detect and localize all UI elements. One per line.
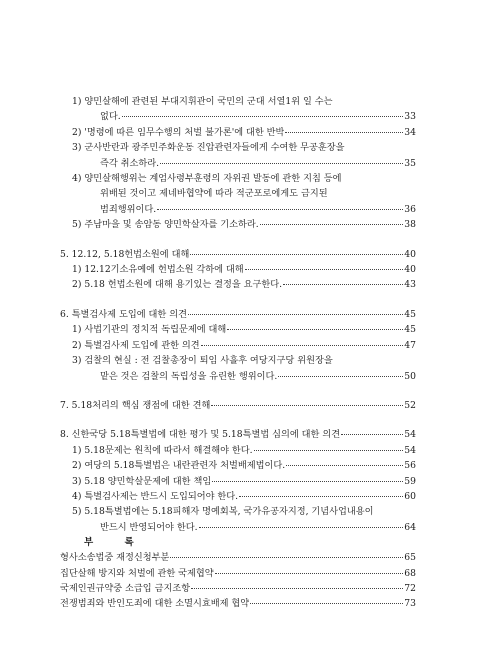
toc-entry-8-1: 1) 5.18문제는 원칙에 따라서 해결해야 한다. 54 (60, 443, 416, 458)
toc-entry-8-4: 4) 특별검사제는 반드시 도입되어야 한다. 60 (60, 489, 416, 504)
page-number: 50 (404, 370, 416, 382)
appendix-entry-3: 국제인권규약중 소급입 금지조항 72 (60, 581, 416, 596)
page-number: 40 (404, 248, 416, 260)
page-number: 40 (404, 264, 416, 276)
page-number: 72 (404, 582, 416, 594)
toc-entry-8-2: 2) 여당의 5.18특별법은 내란관련자 처벌배제법이다. 56 (60, 458, 416, 473)
page-number: 60 (404, 490, 416, 502)
page-number: 33 (404, 111, 416, 123)
page-number: 35 (404, 157, 416, 169)
page-number: 73 (404, 598, 416, 610)
appendix-entry-2: 집단살해 방지와 처벌에 관한 국제협약 68 (60, 566, 416, 581)
page-number: 43 (404, 279, 416, 291)
appendix-entry-1: 형사소송법중 재정신청부분 65 (60, 550, 416, 565)
page-number: 52 (404, 399, 416, 411)
toc-section-5: 5. 12.12, 5.18헌법소원에 대해 40 (60, 247, 416, 262)
appendix-title: 부 록 (84, 537, 148, 549)
toc-section-7: 7. 5.18처리의 핵심 쟁점에 대한 견해 52 (60, 398, 416, 413)
toc-entry-8-5: 5) 5.18특별법에는 5.18피해자 명예회복, 국가유공자지정, 기념사업내용이 반드시 반영되어야 한다. 64 (60, 504, 416, 535)
toc-entry-6-3: 3) 검찰의 현실 : 전 검찰총장이 퇴임 사흘후 여당지구당 위원장을 맡은 것은 검찰의 독립성을 유린한 행위이다. 50 (60, 353, 416, 384)
page-number: 34 (404, 126, 416, 138)
page-number: 68 (404, 567, 416, 579)
toc-entry-8-3: 3) 5.18 양민학살문제에 대한 책임 59 (60, 474, 416, 489)
toc-entry-3: 3) 군사반란과 광주민주화운동 진압관련자들에게 수여한 무공훈장을 즉각 취소하라. 35 (60, 140, 416, 171)
toc-entry-6-1: 1) 사법기관의 정치적 독립문제에 대해 45 (60, 322, 416, 337)
page-number: 38 (404, 219, 416, 231)
page-number: 65 (404, 552, 416, 564)
toc-entry-4: 4) 양민살해행위는 계엄사령부훈령의 자위권 발동에 관한 지침 등에 위배된 것이고 제네바협약에 따라 적군포로에게도 금지된 범죄행위이다. 36 (60, 171, 416, 217)
page-number: 54 (404, 444, 416, 456)
toc-entry-5-2: 2) 5.18 헌법소원에 대해 용기있는 결정을 요구한다. 43 (60, 277, 416, 292)
toc-section-6: 6. 특별검사제 도입에 대한 의견 45 (60, 307, 416, 322)
toc-section-8: 8. 신한국당 5.18특별법에 대한 평가 및 5.18특별법 심의에 대한 의견 54 (60, 427, 416, 442)
page-number: 59 (404, 475, 416, 487)
toc-entry-6-2: 2) 특별검사제 도입에 관한 의견 47 (60, 338, 416, 353)
page-number: 36 (404, 203, 416, 215)
toc-entry-5-1: 1) 12.12기소유예에 헌법소원 각하에 대해 40 (60, 262, 416, 277)
table-of-contents (60, 94, 416, 612)
page-number: 54 (404, 429, 416, 441)
page-number: 56 (404, 460, 416, 472)
page-number: 45 (404, 324, 416, 336)
toc-entry-1: 1) 양민살해에 관련된 부대지휘관이 국민의 군대 서열1위 일 수는 없다. 33 (60, 94, 416, 125)
page-number: 64 (404, 521, 416, 533)
toc-entry-2: 2) '명령에 따른 임무수행의 처벌 불가론'에 대한 반박 34 (60, 125, 416, 140)
appendix-entry-4: 전쟁범죄와 반인도죄에 대한 소멸시효배제 협약 73 (60, 596, 416, 611)
toc-entry-5: 5) 주남마을 및 송암동 양민학살자를 기소하라. 38 (60, 217, 416, 232)
page-number: 45 (404, 308, 416, 320)
page-number: 47 (404, 339, 416, 351)
